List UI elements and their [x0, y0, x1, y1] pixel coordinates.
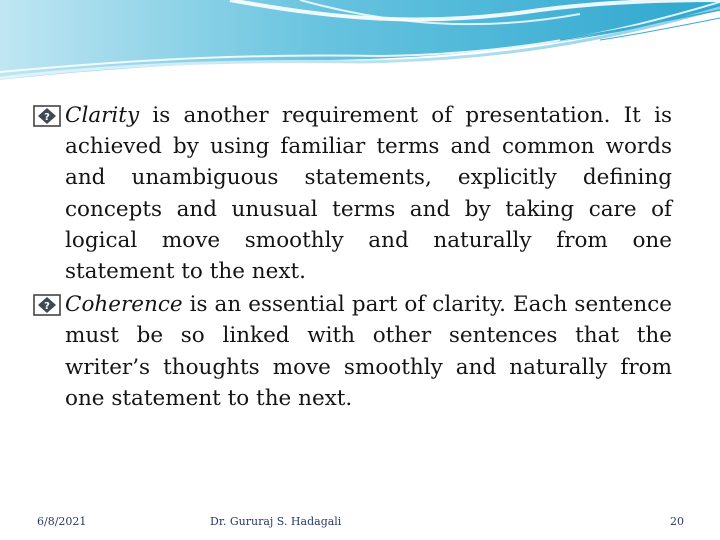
paragraph-text: is an essential part of clarity. Each sentence must be so linked with other sentences that the writer’s thoughts move smoothly and naturally from one statement to the next. [65, 292, 672, 411]
term-coherence: Coherence [65, 292, 183, 318]
header-wave-decoration [0, 0, 720, 90]
term-clarity: Clarity [65, 103, 140, 128]
slide-body [30, 100, 672, 440]
paragraph-text: is another requirement of presentation. It is achieved by using familiar terms and common words and unambiguous statements, explicitly defining concepts and unusual terms and by taking care of logical move smoothly and naturally from one statement to the next. [65, 103, 672, 285]
svg-text:?: ? [44, 112, 50, 123]
bullet-paragraph-coherence [30, 289, 672, 414]
replacement-char-box-icon [30, 289, 64, 320]
footer-page-number: 20 [670, 515, 684, 528]
footer-date: 6/8/2021 [37, 515, 87, 528]
footer-author: Dr. Gururaj S. Hadagali [210, 515, 342, 528]
replacement-char-box-icon [30, 100, 64, 131]
svg-text:?: ? [44, 301, 50, 313]
bullet-paragraph-clarity [30, 100, 672, 287]
